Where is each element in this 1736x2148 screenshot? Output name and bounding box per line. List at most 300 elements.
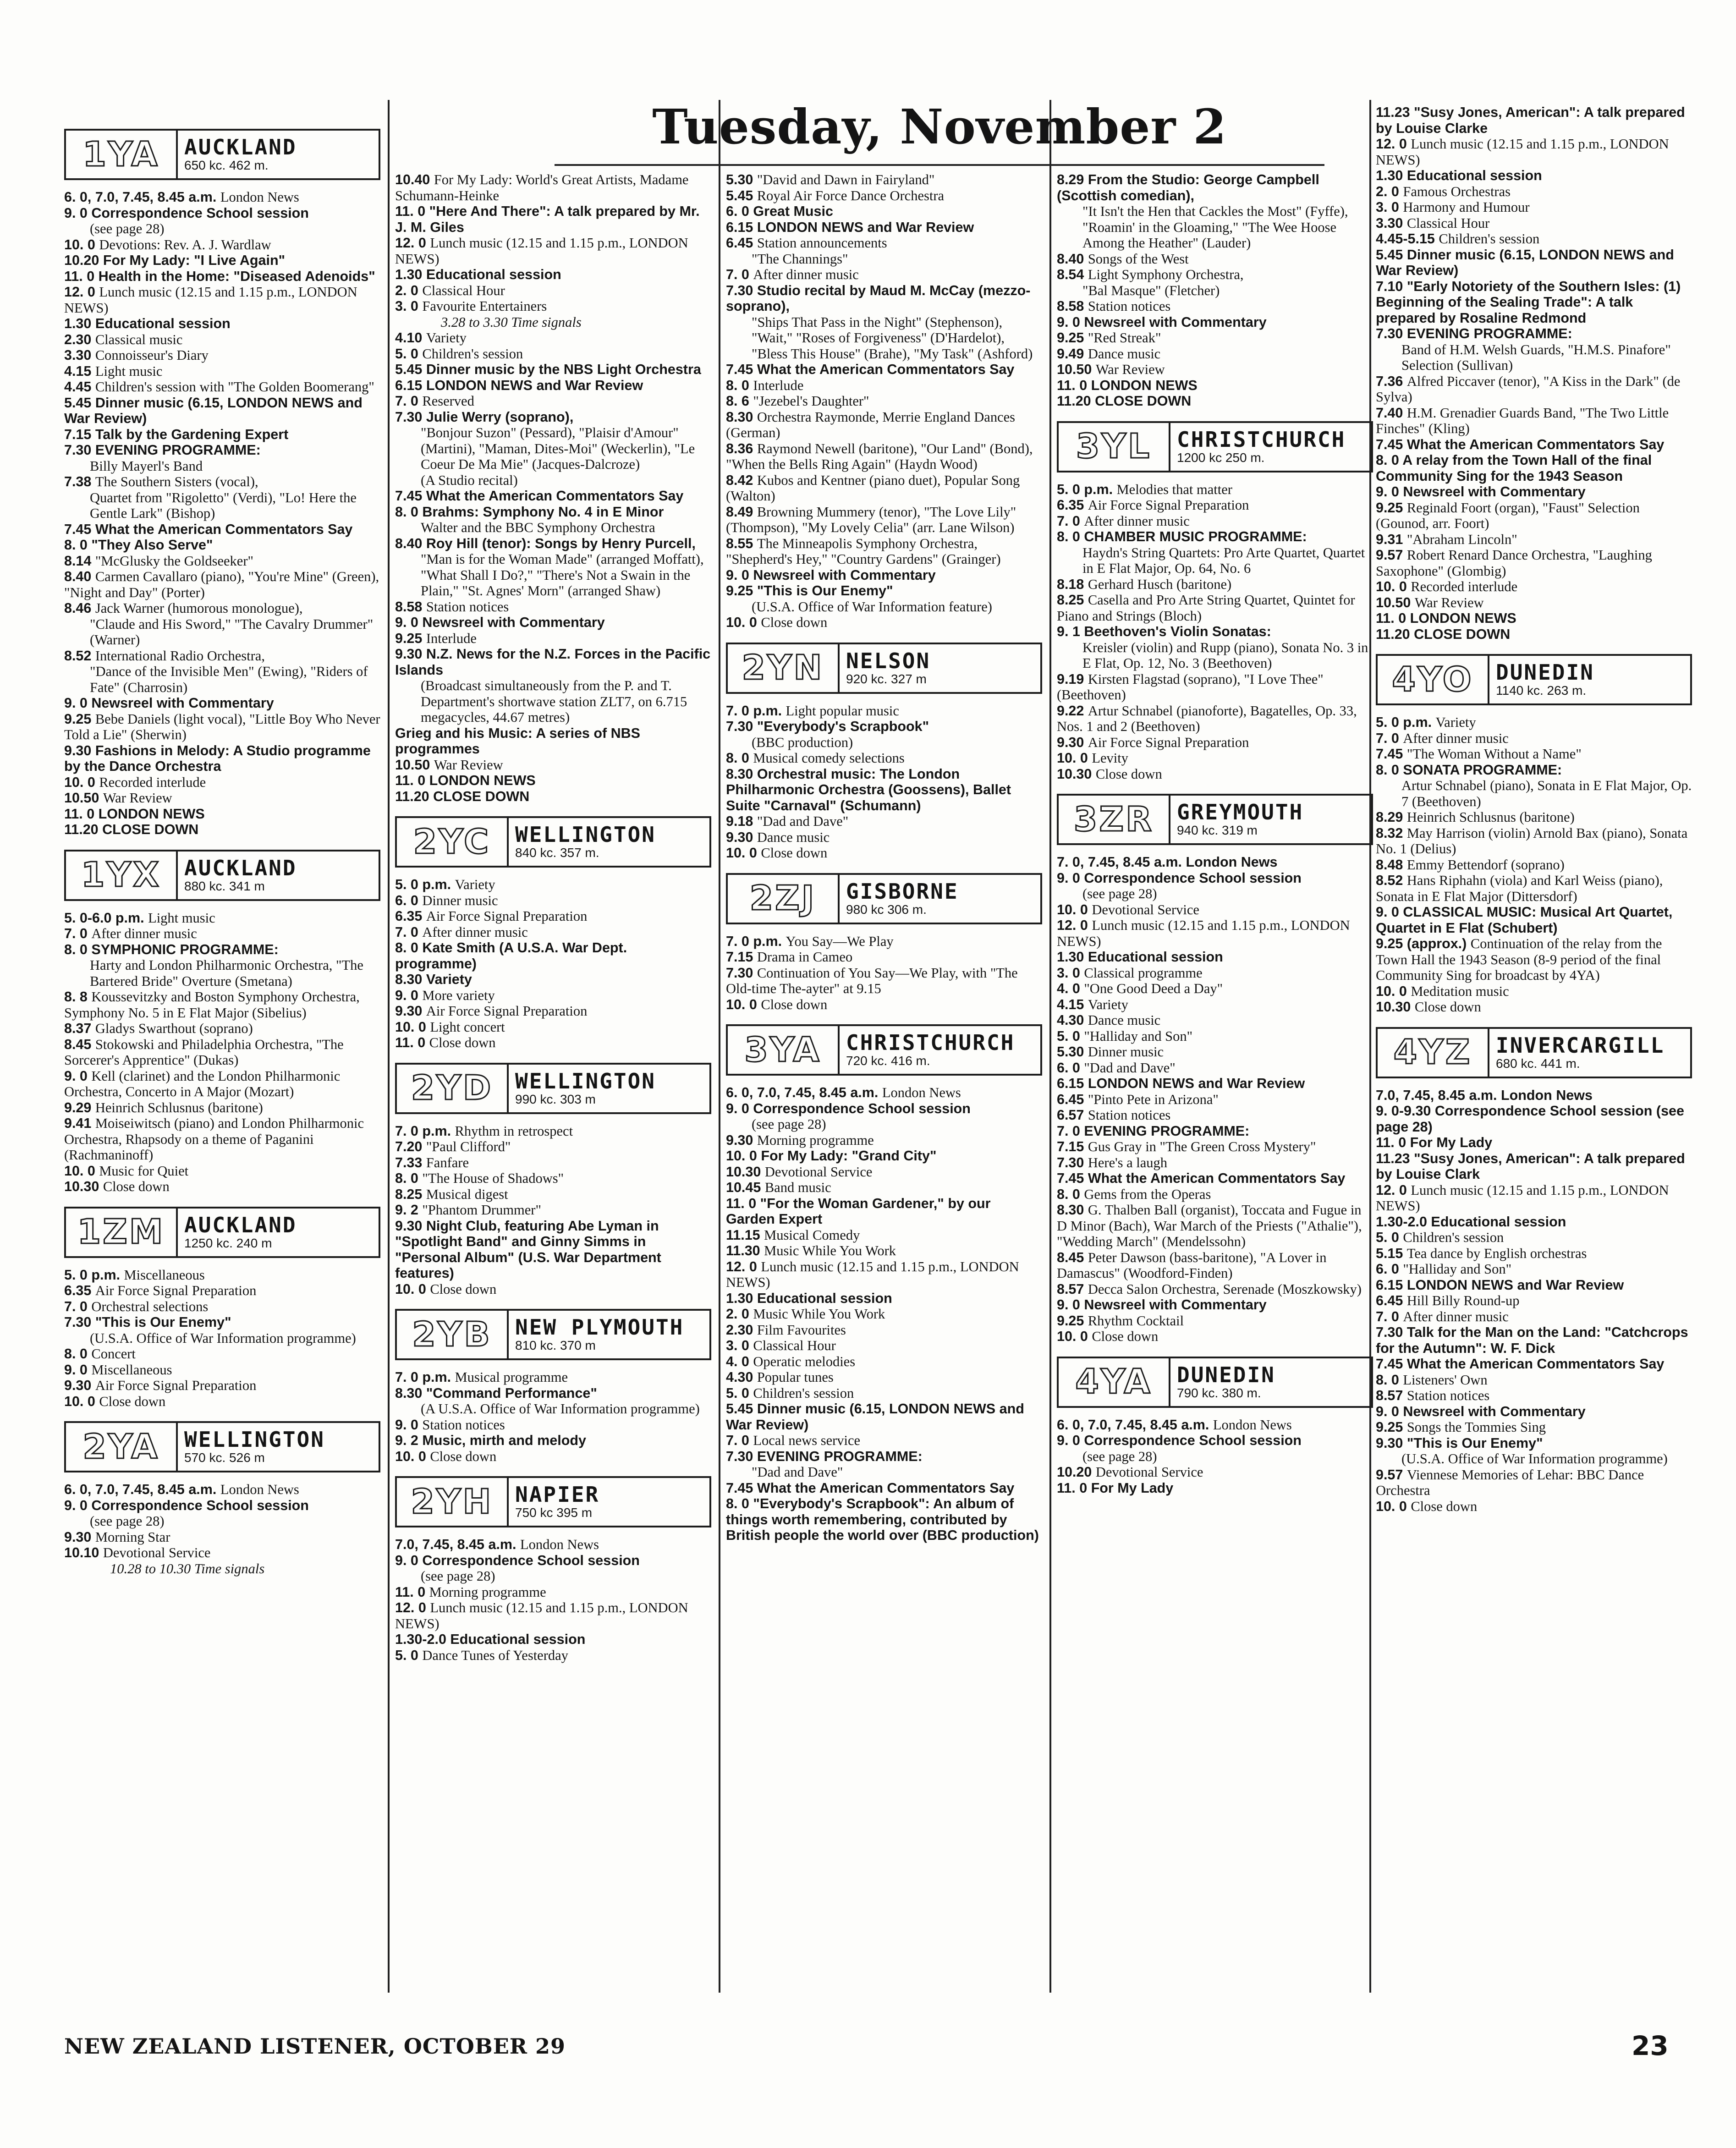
program-time: 10. 0 (64, 1393, 99, 1409)
program-time: 9. 0-9.30 (1376, 1103, 1435, 1119)
program-title: "Dance of the Invisible Men" (Ewing), "Riders of Fate" (Charrosin) (90, 664, 368, 695)
program-time: 10. 0 (726, 1148, 761, 1164)
program-entry (395, 1417, 711, 1433)
program-title: Browning Mummery (tenor), "The Love Lily" (Thompson), "My Lovely Celia" (arr. Lane Wilson) (726, 504, 1016, 535)
program-entry (1376, 452, 1692, 484)
program-title: Music, mirth and melody (422, 1433, 586, 1448)
program-title: Station notices (1088, 1107, 1171, 1123)
program-title: (BBC production) (752, 734, 853, 750)
program-time: 7.40 (1376, 405, 1407, 421)
program-entry (1057, 172, 1373, 203)
program-entry (1376, 579, 1692, 595)
program-title: 10.28 to 10.30 Time signals (110, 1560, 265, 1577)
program-entry (64, 942, 380, 958)
program-list-1ya (64, 189, 380, 838)
program-title: Correspondence School session (753, 1100, 971, 1116)
program-time: 8.54 (1057, 267, 1088, 282)
program-entry (395, 877, 711, 893)
program-entry (1057, 1123, 1373, 1139)
program-title: Alfred Piccaver (tenor), "A Kiss in the Dark" (de Sylva) (1376, 373, 1681, 405)
program-time: 7. 0 (726, 1433, 753, 1448)
program-time: 9.30 (395, 1218, 426, 1234)
program-entry (726, 235, 1042, 251)
station-frequency: 720 kc. 416 m. (846, 1054, 930, 1068)
program-title: Decca Salon Orchestra, Serenade (Moszkowsky) (1088, 1281, 1362, 1297)
program-time: 10. 0 (726, 845, 761, 861)
program-list-2ya-continued (395, 172, 711, 804)
program-time: 9. 0 (64, 1068, 92, 1084)
program-entry (726, 1227, 1042, 1243)
program-title: Melodies that matter (1116, 481, 1232, 497)
program-entry (64, 1346, 380, 1362)
station-logo: 1YX (66, 852, 178, 899)
station-frequency: 790 kc. 380 m. (1177, 1385, 1261, 1400)
program-entry (1057, 1028, 1373, 1044)
program-entry (726, 393, 1042, 409)
program-entry (726, 203, 1042, 220)
program-entry (1057, 298, 1373, 314)
program-entry (64, 711, 380, 743)
program-time: 7.45 (64, 521, 95, 537)
program-time: 11.20 (1057, 393, 1095, 409)
program-time: 6.35 (64, 1283, 95, 1298)
program-entry (1057, 1187, 1373, 1203)
program-entry (726, 1449, 1042, 1465)
program-title: Morning Star (95, 1529, 170, 1545)
program-title: War Review (1095, 362, 1165, 377)
program-title: Children's session (1403, 1230, 1504, 1245)
program-title: Recorded interlude (1411, 579, 1518, 594)
station-header-1yx (64, 850, 380, 901)
program-entry (64, 569, 380, 600)
program-title: "This is Our Enemy" (95, 1314, 231, 1330)
program-title: Reginald Foort (organ), "Faust" Selection (Gounod, arr. Foort) (1376, 500, 1640, 531)
program-entry (64, 363, 380, 379)
station-frequency: 1250 kc. 240 m (184, 1236, 272, 1250)
program-entry (726, 1116, 1042, 1132)
program-title: War Review (1414, 594, 1484, 610)
program-entry (726, 1464, 1042, 1480)
column-3 (726, 172, 1042, 2000)
program-title: "Paul Clifford" (426, 1139, 511, 1154)
program-title: "Phantom Drummer" (422, 1202, 541, 1218)
program-entry (64, 648, 380, 664)
program-entry (64, 1163, 380, 1179)
program-title: Variety (426, 972, 472, 987)
program-time: 7.45 (1376, 746, 1407, 762)
program-time: 8. 0 (1376, 762, 1403, 778)
program-title: From the Studio: George Campbell (Scottish comedian), (1057, 172, 1319, 203)
program-title: Air Force Signal Preparation (95, 1378, 257, 1393)
program-entry (726, 314, 1042, 362)
program-title: SYMPHONIC PROGRAMME: (91, 941, 279, 957)
program-time: 8.42 (726, 472, 757, 488)
program-time: 10. 0 (1057, 750, 1092, 766)
program-title: Raymond Newell (baritone), "Our Land" (Bond), "When the Bells Ring Again" (Haydn Wood) (726, 440, 1033, 472)
program-time: 8.30 (1057, 1202, 1088, 1218)
program-title: Dance music (1088, 346, 1161, 362)
program-time: 5.30 (1057, 1044, 1088, 1060)
program-entry (395, 1568, 711, 1584)
program-time: 6.45 (726, 235, 757, 251)
program-entry (64, 1100, 380, 1116)
program-entry (395, 725, 711, 757)
program-time: 8.46 (64, 600, 95, 616)
program-time: 11.30 (726, 1243, 764, 1258)
program-title: (see page 28) (1082, 886, 1157, 901)
program-entry (726, 1385, 1042, 1401)
program-time: 8.40 (395, 535, 426, 551)
program-title: Close down (1414, 999, 1481, 1015)
program-title: "David and Dawn in Fairyland" (757, 172, 935, 187)
program-time: 7.30 (64, 1314, 95, 1330)
program-title: For My Lady: "Grand City" (761, 1148, 937, 1164)
station-logo: 2YA (66, 1423, 178, 1471)
program-title: Casella and Pro Arte String Quartet, Quintet for Piano and Strings (Bloch) (1057, 592, 1355, 624)
program-time: 8.57 (1376, 1388, 1407, 1403)
program-entry (1057, 1417, 1373, 1433)
program-title: LONDON NEWS (1091, 377, 1198, 393)
program-entry (1057, 902, 1373, 918)
program-title: Educational session (426, 267, 561, 282)
program-title: G. Thalben Ball (organist), Toccata and Fugue in D Minor (Bach), War March of the Priests ("Athalie"), "Wedding March" (Mendelssohn) (1057, 1202, 1362, 1249)
program-entry (726, 1322, 1042, 1338)
program-title: Tea dance by English orchestras (1406, 1245, 1587, 1261)
program-title: Here's a laugh (1088, 1154, 1168, 1170)
program-entry (1376, 104, 1692, 136)
program-entry (395, 908, 711, 924)
program-title: "Halliday and Son" (1084, 1028, 1193, 1044)
program-time: 10.50 (395, 757, 434, 773)
program-title: Lunch music (12.15 and 1.15 p.m., LONDON NEWS) (1376, 1182, 1669, 1214)
program-time: 11.20 (395, 788, 434, 804)
program-time: 1.30 (395, 267, 426, 282)
program-title: Hill Billy Round-up (1406, 1293, 1520, 1308)
program-title: (see page 28) (421, 1568, 495, 1584)
program-title: What the American Commentators Say (1406, 1356, 1665, 1372)
program-title: Beethoven's Violin Sonatas: (1084, 624, 1271, 639)
program-title: Continuation of the relay from the Town Hall the 1943 Season (8-9 period of the final Community Sing for broadcast by 4YA) (1376, 936, 1662, 983)
program-entry (1376, 1451, 1692, 1467)
program-time: 7. 0 p.m. (395, 1123, 455, 1139)
station-logo: 2YC (397, 818, 509, 866)
program-time: 8.57 (1057, 1281, 1088, 1297)
program-time: 8. 8 (64, 989, 92, 1005)
program-title: Local news service (753, 1433, 861, 1448)
station-frequency: 990 kc. 303 m (515, 1092, 596, 1106)
station-frequency: 650 kc. 462 m. (184, 158, 269, 172)
program-entry (1057, 1329, 1373, 1345)
program-title: "Man is for the Woman Made" (arranged Moffatt), "What Shall I Do?," "There's Not a Swain in the Plain," "St. Agnes' Morn" (arranged Shaw) (421, 551, 704, 599)
program-entry (1057, 981, 1373, 997)
program-entry (1376, 1151, 1692, 1182)
station-city: NELSON (846, 648, 931, 673)
program-entry (64, 926, 380, 942)
program-entry (1376, 626, 1692, 643)
program-entry (726, 934, 1042, 950)
program-title: After dinner music (753, 267, 859, 282)
program-time: 9.30 (64, 1378, 95, 1393)
program-title: London News (1501, 1087, 1593, 1103)
program-time: 7.30 (64, 442, 95, 458)
program-time: 7. 0 (395, 393, 423, 409)
program-time: 10. 0 (1057, 901, 1092, 917)
program-entry (726, 441, 1042, 472)
column-rule (719, 100, 720, 1993)
program-title: Bebe Daniels (light vocal), "Little Boy Who Never Told a Lie" (Sherwin) (64, 711, 380, 742)
program-entry (64, 237, 380, 253)
station-logo: 2YN (728, 644, 840, 692)
program-entry (64, 1529, 380, 1545)
program-entry (64, 458, 380, 474)
program-entry (1057, 314, 1373, 330)
program-entry (1057, 750, 1373, 766)
program-entry (1376, 279, 1692, 326)
program-title: "McGlusky the Goldseeker" (95, 553, 253, 569)
program-title: Music for Quiet (99, 1163, 189, 1179)
program-entry (726, 1243, 1042, 1259)
program-entry (395, 1369, 711, 1385)
program-time: 8. 0 (1376, 1372, 1403, 1388)
program-entry (395, 488, 711, 504)
program-time: 2. 0 (1376, 183, 1403, 199)
program-time: 8. 0 (1376, 452, 1403, 468)
program-time: 5. 0 p.m. (64, 1267, 124, 1283)
program-title: Dinner music by the NBS Light Orchestra (426, 362, 701, 377)
program-time: 10.20 (64, 253, 103, 268)
program-title: Children's session (422, 346, 523, 362)
program-entry (395, 409, 711, 425)
program-entry (395, 1155, 711, 1171)
program-entry (64, 989, 380, 1021)
station-header-3yl (1057, 421, 1373, 472)
program-title: Musical programme (455, 1369, 568, 1385)
program-time: 6. 0, 7.0, 7.45, 8.45 a.m. (1057, 1417, 1213, 1433)
program-entry (1376, 1404, 1692, 1420)
station-header-2zj (726, 873, 1042, 924)
program-entry (726, 813, 1042, 830)
station-frequency: 980 kc 306 m. (846, 902, 927, 917)
program-time: 10.45 (726, 1180, 765, 1195)
program-entry (395, 615, 711, 631)
program-title: What the American Commentators Say (1088, 1170, 1346, 1186)
program-entry (1057, 1076, 1373, 1092)
program-time: 9.30 (1376, 1435, 1407, 1451)
program-list-4ya-continued (1376, 104, 1692, 642)
program-entry (395, 1123, 711, 1139)
program-entry (1376, 500, 1692, 532)
program-time: 7.45 (395, 488, 426, 504)
program-entry (395, 330, 711, 346)
program-title: More variety (422, 987, 495, 1003)
program-entry (726, 378, 1042, 394)
program-entry (395, 924, 711, 940)
program-title: Fanfare (426, 1154, 469, 1170)
program-time: 12. 0 (1376, 136, 1411, 152)
program-time: 3.30 (64, 347, 95, 363)
program-title: Kate Smith (A U.S.A. War Dept. programme) (395, 940, 627, 972)
program-entry (1057, 949, 1373, 965)
program-title: (A Studio recital) (421, 472, 518, 488)
program-title: After dinner music (91, 926, 197, 941)
program-time: 11. 0 (395, 773, 429, 788)
program-entry (1057, 577, 1373, 593)
program-entry (64, 1021, 380, 1037)
program-entry (395, 789, 711, 805)
program-time: 10. 0 (1376, 983, 1411, 999)
program-title: "One Good Deed a Day" (1084, 981, 1223, 996)
program-time: 6. 0 (726, 203, 753, 219)
publication-footer: NEW ZEALAND LISTENER, OCTOBER 29 (64, 2034, 566, 2059)
program-title: (see page 28) (752, 1116, 826, 1132)
program-title: LONDON NEWS and War Review (1088, 1076, 1305, 1091)
program-time: 10. 0 (1376, 579, 1411, 594)
program-entry (726, 1306, 1042, 1322)
program-entry (1057, 766, 1373, 782)
station-header-2yd (395, 1063, 711, 1114)
program-title: Carmen Cavallaro (piano), "You're Mine" (Green), "Night and Day" (Porter) (64, 569, 379, 600)
program-title: Songs of the West (1088, 251, 1189, 267)
program-title: After dinner music (1403, 1308, 1509, 1324)
program-title: CHAMBER MUSIC PROGRAMME: (1084, 529, 1307, 544)
program-entry (726, 1354, 1042, 1370)
program-entry (395, 378, 711, 394)
program-title: Fashions in Melody: A Studio programme by the Dance Orchestra (64, 742, 371, 774)
program-entry (1057, 482, 1373, 498)
program-time: 6.35 (395, 908, 426, 924)
program-time: 12. 0 (726, 1258, 761, 1275)
program-entry (1376, 1293, 1692, 1309)
station-header-2yh (395, 1476, 711, 1527)
program-title: "It Isn't the Hen that Cackles the Most" (Fyffe), "Roamin' in the Gloaming," "The Wee Hoose Among the Heather" (Lauder) (1082, 203, 1348, 251)
program-time: 9.25 (1376, 500, 1407, 516)
program-title: 3.28 to 3.30 Time signals (441, 314, 582, 330)
program-title: Musical digest (426, 1186, 508, 1202)
program-entry (726, 1196, 1042, 1227)
program-title: Devotional Service (1092, 901, 1199, 917)
program-entry (64, 379, 380, 395)
program-title: Classical programme (1084, 965, 1203, 981)
program-title: Famous Orchestras (1403, 183, 1511, 199)
program-title: CLOSE DOWN (1095, 393, 1192, 409)
program-entry (1376, 1356, 1692, 1372)
program-entry (1057, 917, 1373, 949)
program-title: Roy Hill (tenor): Songs by Henry Purcell, (426, 535, 696, 551)
program-entry (1057, 378, 1373, 394)
station-header-4yz (1376, 1027, 1692, 1078)
program-entry (1376, 1261, 1692, 1277)
program-entry (64, 1267, 380, 1283)
program-time: 7.38 (64, 474, 95, 489)
program-title: Air Force Signal Preparation (1088, 734, 1249, 750)
program-title: Emmy Bettendorf (soprano) (1406, 857, 1565, 873)
program-entry (1376, 1499, 1692, 1515)
program-time: 10. 0 (64, 1163, 99, 1179)
program-entry (1376, 1435, 1692, 1451)
program-entry (64, 1299, 380, 1315)
program-entry (1376, 904, 1692, 936)
program-time: 6.57 (1057, 1107, 1088, 1123)
program-entry (726, 472, 1042, 504)
program-entry (1057, 251, 1373, 267)
program-entry (1057, 203, 1373, 251)
program-time: 5. 0 p.m. (1376, 714, 1436, 730)
program-entry (64, 474, 380, 490)
program-time: 7.30 (1057, 1154, 1088, 1170)
program-time: 9.41 (64, 1115, 95, 1131)
program-entry (1057, 362, 1373, 378)
program-title: Levity (1092, 750, 1128, 766)
program-entry (1376, 1214, 1692, 1230)
program-title: Recorded interlude (99, 774, 206, 790)
program-time: 9.25 (approx.) (1376, 936, 1471, 951)
station-frequency: 1140 kc. 263 m. (1496, 683, 1587, 698)
program-time: 10.30 (1376, 999, 1415, 1015)
program-title: Great Music (753, 203, 833, 219)
program-title: Close down (429, 1035, 496, 1050)
program-title: Listeners' Own (1403, 1372, 1488, 1388)
program-title: Close down (430, 1281, 497, 1297)
program-title: Close down (430, 1448, 497, 1464)
program-entry (1057, 735, 1373, 751)
program-entry (395, 314, 711, 330)
program-title: Variety (1435, 714, 1476, 730)
program-entry (1057, 283, 1373, 299)
program-time: 10.50 (1057, 362, 1096, 377)
program-title: Station notices (426, 599, 509, 615)
program-title: Lunch music (12.15 and 1.15 p.m., LONDON NEWS) (1057, 917, 1350, 949)
program-title: For My Lady: World's Great Artists, Madame Schumann-Heinke (395, 172, 689, 203)
program-entry (395, 1170, 711, 1187)
station-frequency: 810 kc. 370 m (515, 1338, 596, 1352)
program-entry (1376, 199, 1692, 215)
program-entry (64, 205, 380, 221)
program-time: 1.30 (1376, 168, 1407, 183)
program-title: Lunch music (12.15 and 1.15 p.m., LONDON NEWS) (1376, 136, 1669, 168)
program-entry (726, 766, 1042, 814)
program-entry (64, 189, 380, 205)
program-title: Music While You Work (764, 1243, 896, 1258)
program-list-1yx (64, 910, 380, 1195)
program-title: EVENING PROGRAMME: (95, 442, 261, 458)
program-title: Orchestral selections (91, 1298, 209, 1314)
program-time: 11. 0 (64, 268, 99, 284)
program-time: 7.0, 7.45, 8.45 a.m. (395, 1537, 520, 1552)
program-entry (1376, 936, 1692, 983)
program-time: 10.10 (64, 1545, 103, 1560)
station-logo: 3ZR (1059, 796, 1170, 843)
station-city: NEW PLYMOUTH (515, 1315, 684, 1340)
program-entry (395, 1553, 711, 1569)
program-entry (395, 536, 711, 552)
station-frequency: 570 kc. 526 m (184, 1450, 265, 1465)
program-entry (1057, 330, 1373, 346)
program-time: 8.18 (1057, 576, 1088, 592)
program-time: 10.30 (726, 1164, 765, 1180)
program-time: 5.45 (726, 187, 757, 203)
column-4 (1057, 172, 1373, 2000)
program-entry (1376, 231, 1692, 247)
program-time: 10.50 (1376, 594, 1415, 610)
page-number: 23 (1632, 2030, 1669, 2061)
program-title: "This is Our Enemy" (757, 583, 893, 599)
program-time: 2. 0 (395, 282, 423, 298)
program-title: Film Favourites (757, 1322, 846, 1338)
station-city: GREYMOUTH (1177, 800, 1304, 824)
program-title: Newsreel with Commentary (91, 695, 274, 711)
program-time: 8. 0 (395, 1170, 423, 1186)
program-entry (64, 1378, 380, 1394)
